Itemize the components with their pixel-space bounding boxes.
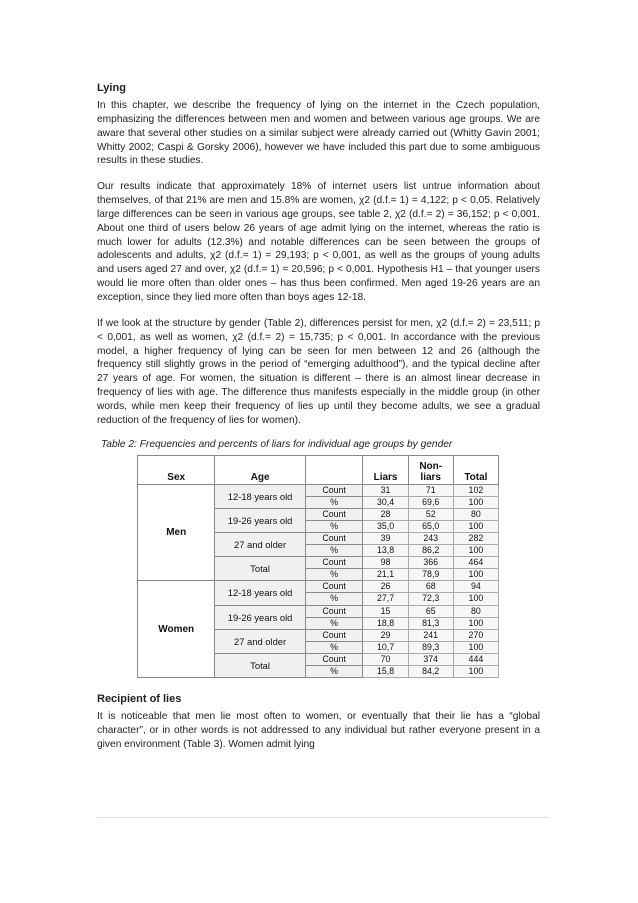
liars-value-cell: 29 bbox=[363, 629, 408, 641]
stat-label-cell: Count bbox=[305, 508, 363, 520]
total-value-cell: 94 bbox=[453, 581, 498, 593]
stat-label-cell: % bbox=[305, 617, 363, 629]
page-bottom-rule bbox=[97, 817, 549, 818]
liars-value-cell: 13,8 bbox=[363, 545, 408, 557]
liars-value-cell: 39 bbox=[363, 532, 408, 544]
stat-label-cell: % bbox=[305, 593, 363, 605]
nonliars-value-cell: 69,6 bbox=[408, 496, 453, 508]
table-row bbox=[138, 484, 499, 496]
header-total: Total bbox=[453, 455, 498, 484]
age-cell: 27 and older bbox=[215, 629, 305, 653]
nonliars-value-cell: 86,2 bbox=[408, 545, 453, 557]
total-value-cell: 464 bbox=[453, 557, 498, 569]
total-value-cell: 282 bbox=[453, 532, 498, 544]
total-value-cell: 100 bbox=[453, 641, 498, 653]
total-value-cell: 100 bbox=[453, 545, 498, 557]
section-heading-lying: Lying bbox=[97, 82, 126, 94]
liars-value-cell: 10,7 bbox=[363, 641, 408, 653]
paragraph-intro: In this chapter, we describe the frequency of lying on the internet in the Czech population, emphasizing the differences between men and women and between various age groups. We are aware that several other studies on a similar subject were already carried out (Whitty Gavin 2001; Whitty 2002; Caspi & Gorsky 2006), however we have included this part due to some ambiguous results in these studies. bbox=[97, 100, 540, 167]
stat-label-cell: % bbox=[305, 569, 363, 581]
liars-value-cell: 70 bbox=[363, 653, 408, 665]
age-cell: 19-26 years old bbox=[215, 605, 305, 629]
liars-value-cell: 28 bbox=[363, 508, 408, 520]
nonliars-value-cell: 72,3 bbox=[408, 593, 453, 605]
nonliars-value-cell: 374 bbox=[408, 653, 453, 665]
nonliars-value-cell: 78,9 bbox=[408, 569, 453, 581]
nonliars-value-cell: 68 bbox=[408, 581, 453, 593]
sex-cell: Men bbox=[138, 484, 215, 581]
stat-label-cell: % bbox=[305, 496, 363, 508]
sex-cell: Women bbox=[138, 581, 215, 678]
paragraph-gender-structure: If we look at the structure by gender (Table 2), differences persist for men, χ2 (d.f.= 2) = 23,511; p < 0,001, as well as women, χ2 (d.f.= 2) = 15,735; p < 0,001. In accordance with the previous model, a higher frequency of lying can be seen for men between 12 and 26 (although the frequency still slightly grows in the period of “emerging adulthood”), and the typical decline after 27 years of age. For women, the situation is different – there is an almost linear decrease in frequency of lies with age. The difference thus manifests especially in the middle group (in other words, while men keep their frequency of lies up until they become adults, we see a gradual reduction of the frequency of lies for women). bbox=[97, 317, 540, 426]
header-sex: Sex bbox=[138, 455, 215, 484]
total-value-cell: 102 bbox=[453, 484, 498, 496]
paragraph-recipient: It is noticeable that men lie most often to women, or eventually that their lie has a “global character”, or in other words is not addressed to any individual but rather everyone present in a given environment (Table 3). Women admit lying bbox=[97, 711, 540, 750]
nonliars-value-cell: 366 bbox=[408, 557, 453, 569]
nonliars-value-cell: 89,3 bbox=[408, 641, 453, 653]
liars-value-cell: 31 bbox=[363, 484, 408, 496]
liars-table bbox=[137, 455, 499, 679]
total-value-cell: 100 bbox=[453, 569, 498, 581]
age-cell: 27 and older bbox=[215, 532, 305, 556]
liars-value-cell: 26 bbox=[363, 581, 408, 593]
total-value-cell: 80 bbox=[453, 508, 498, 520]
liars-value-cell: 21,1 bbox=[363, 569, 408, 581]
nonliars-value-cell: 81,3 bbox=[408, 617, 453, 629]
stat-label-cell: % bbox=[305, 641, 363, 653]
age-cell: 19-26 years old bbox=[215, 508, 305, 532]
age-cell: Total bbox=[215, 557, 305, 581]
total-value-cell: 100 bbox=[453, 617, 498, 629]
total-value-cell: 100 bbox=[453, 496, 498, 508]
stat-label-cell: % bbox=[305, 665, 363, 677]
header-liars: Liars bbox=[363, 455, 408, 484]
table-body bbox=[138, 484, 499, 678]
liars-value-cell: 35,0 bbox=[363, 520, 408, 532]
liars-value-cell: 27,7 bbox=[363, 593, 408, 605]
age-cell: 12-18 years old bbox=[215, 484, 305, 508]
paragraph-results: Our results indicate that approximately 18% of internet users list untrue information about themselves, of that 21% are men and 15.8% are women, χ2 (d.f.= 1) = 4,122; p < 0,05. Relatively large differences can be seen in various age groups, see table 2, χ2 (d.f.= 2) = 36,152; p < 0,001. About one third of users below 26 years of age admit lying on the internet, whereas the ratio is much lower for adults (12.3%) and notable differences can be seen between the groups of adolescents and adults, χ2 (d.f.= 1) = 29,193; p < 0,001, as well as the groups of young adults and users aged 27 and over, χ2 (d.f.= 1) = 20,596; p < 0,001. Hypothesis H1 – that younger users would lie more often than older ones – has thus been confirmed. Men aged 19-26 years are an exception, since they lied more often than boys ages 12-18. bbox=[97, 181, 540, 303]
table-caption: Table 2: Frequencies and percents of liars for individual age groups by gender bbox=[101, 438, 453, 450]
table-header-row bbox=[138, 455, 499, 484]
total-value-cell: 100 bbox=[453, 593, 498, 605]
nonliars-value-cell: 84,2 bbox=[408, 665, 453, 677]
nonliars-value-cell: 65,0 bbox=[408, 520, 453, 532]
nonliars-value-cell: 52 bbox=[408, 508, 453, 520]
stat-label-cell: % bbox=[305, 545, 363, 557]
liars-value-cell: 98 bbox=[363, 557, 408, 569]
stat-label-cell: Count bbox=[305, 532, 363, 544]
document-page bbox=[97, 81, 540, 764]
liars-value-cell: 15,8 bbox=[363, 665, 408, 677]
header-stat bbox=[305, 455, 363, 484]
stat-label-cell: Count bbox=[305, 557, 363, 569]
table-row bbox=[138, 581, 499, 593]
liars-value-cell: 15 bbox=[363, 605, 408, 617]
stat-label-cell: Count bbox=[305, 653, 363, 665]
total-value-cell: 270 bbox=[453, 629, 498, 641]
stat-label-cell: Count bbox=[305, 581, 363, 593]
stat-label-cell: Count bbox=[305, 484, 363, 496]
nonliars-value-cell: 71 bbox=[408, 484, 453, 496]
total-value-cell: 80 bbox=[453, 605, 498, 617]
header-age: Age bbox=[215, 455, 305, 484]
nonliars-value-cell: 241 bbox=[408, 629, 453, 641]
age-cell: 12-18 years old bbox=[215, 581, 305, 605]
total-value-cell: 100 bbox=[453, 520, 498, 532]
liars-value-cell: 30,4 bbox=[363, 496, 408, 508]
stat-label-cell: Count bbox=[305, 605, 363, 617]
nonliars-value-cell: 243 bbox=[408, 532, 453, 544]
header-nonliars: Non- liars bbox=[408, 455, 453, 484]
section-heading-recipient: Recipient of lies bbox=[97, 693, 182, 706]
nonliars-value-cell: 65 bbox=[408, 605, 453, 617]
age-cell: Total bbox=[215, 653, 305, 677]
stat-label-cell: % bbox=[305, 520, 363, 532]
liars-value-cell: 18,8 bbox=[363, 617, 408, 629]
total-value-cell: 444 bbox=[453, 653, 498, 665]
total-value-cell: 100 bbox=[453, 665, 498, 677]
stat-label-cell: Count bbox=[305, 629, 363, 641]
